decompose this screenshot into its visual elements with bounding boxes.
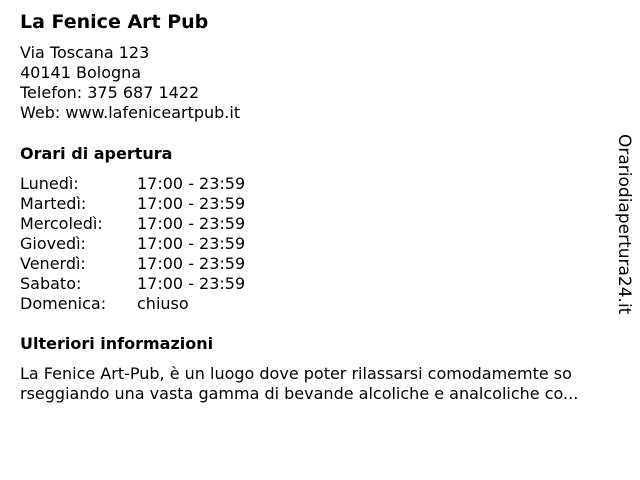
day-label: Giovedì: bbox=[20, 234, 86, 253]
day-label: Lunedì: bbox=[20, 174, 79, 193]
website: Web: www.lafeniceartpub.it bbox=[20, 103, 241, 122]
day-label: Mercoledì: bbox=[20, 214, 103, 233]
hours-value: 17:00 - 23:59 bbox=[137, 274, 246, 293]
venue-address-block bbox=[20, 43, 240, 123]
address-city: 40141 Bologna bbox=[20, 63, 142, 82]
hours-value: 17:00 - 23:59 bbox=[137, 254, 246, 273]
site-watermark: Orariodiapertura24.it bbox=[614, 134, 634, 315]
hours-value: chiuso bbox=[137, 294, 189, 313]
opening-hours-heading: Orari di apertura bbox=[20, 144, 173, 163]
day-label: Martedì: bbox=[20, 194, 87, 213]
venue-name: La Fenice Art Pub bbox=[20, 11, 209, 33]
day-label: Domenica: bbox=[20, 294, 107, 313]
hours-value: 17:00 - 23:59 bbox=[137, 174, 246, 193]
hours-value: 17:00 - 23:59 bbox=[137, 234, 246, 253]
hours-value: 17:00 - 23:59 bbox=[137, 214, 246, 233]
day-label: Venerdì: bbox=[20, 254, 86, 273]
more-info-text bbox=[20, 364, 620, 404]
more-info-line: La Fenice Art-Pub, è un luogo dove poter rilassarsi comodamemte so bbox=[20, 364, 572, 383]
hours-value: 17:00 - 23:59 bbox=[137, 194, 246, 213]
address-street: Via Toscana 123 bbox=[20, 43, 150, 62]
more-info-heading: Ulteriori informazioni bbox=[20, 334, 214, 353]
more-info-line: rseggiando una vasta gamma di bevande alcoliche e analcoliche co... bbox=[20, 384, 579, 403]
phone-number: Telefon: 375 687 1422 bbox=[20, 83, 200, 102]
day-label: Sabato: bbox=[20, 274, 82, 293]
